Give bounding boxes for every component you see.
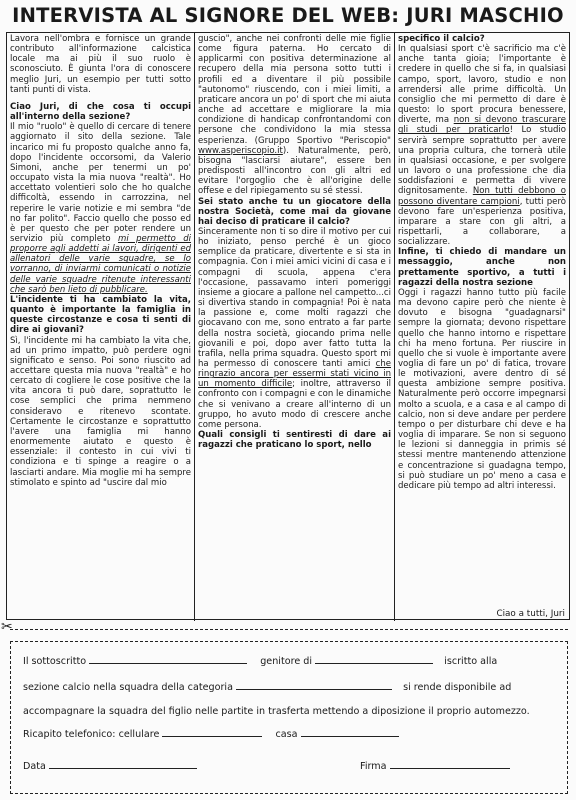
question-4-continued: specifico il calcio? bbox=[398, 34, 485, 44]
volunteer-form bbox=[10, 641, 568, 794]
mobile-phone-field[interactable] bbox=[162, 727, 262, 737]
intro-paragraph: Lavora nell'ombra e fornisce un grande contributo all'informazione calcistica locale ma ai più il suo ruolo è sconosciuto. È giunta l'ora di conoscere meglio Juri, un esempio per tutti sotto tanti punti di vista. bbox=[10, 34, 191, 95]
question-2: L'incidente ti ha cambiato la vita, quanto è importante la famiglia in queste circostanze e cosa ti senti di dire ai giovani? bbox=[10, 294, 191, 336]
question-3: Sei stato anche tu un giocatore della nostra Società, come mai da giovane hai deciso di praticare il calcio? bbox=[198, 196, 391, 227]
column-1 bbox=[7, 33, 195, 621]
answer-3: Sinceramente non ti so dire il motivo per cui ho iniziato, penso perché è un gioco semplice da praticare, divertente e si sta in compagnia. Con i miei amici vicini di casa e i compagni di scuola, appena c'era l'occasione, passavamo interi pomeriggi insieme a giocare a pallone nel campetto...ci si divertiva stando in compagnia! Poi è nata la passione e, come molti ragazzi che giocavano con me, sono entrato a far parte della nostra società, giocando prima nelle giovanili e poi, dopo aver fatto tutta la trafila, nella prima squadra. Questo sport mi ha permesso di conoscere tanti amici che ringrazio ancora per essermi stati vicino in un momento difficile; inoltre, attraverso il confronto con i compagni e con le dinamiche che si venivano a creare all'interno di un gruppo, ho avuto modo di crescere anche come persona. bbox=[198, 226, 391, 430]
answer-1: Il mio "ruolo" è quello di cercare di tenere aggiornato il sito della sezione. Tale incarico mi fu proposto qualche anno fa, dopo l'incidente occorsomi, da Valerio Simoni, anche per tenermi un po' occupato vista la mia nuova "realtà". Ho accettato volentieri solo che ho qualche difficoltà, essendo in carrozzina, nel reperire le varie notizie e mi sembra "de no far polito". Faccio quello che posso ed è per questo che per poter rendere un servizio più completo mi permetto di proporre agli addetti ai lavori, dirigenti ed allenatori delle varie squadre, se lo vorranno, di inviarmi comunicati o notizie delle varie squadre ritenute interessanti che sarò ben lieto di pubblicare. bbox=[10, 122, 191, 295]
name-field[interactable] bbox=[89, 654, 247, 664]
answer-2-continued: guscio", anche nei confronti delle mie figlie come figura paterna. Ho cercato di applicarmi con positiva determinazione al recupero della mia persona sotto tutti i profili ed a diventare il più possibile "autonomo" riuscendo, con i miei limiti, a praticare ancora un po' di sport che mi aiuta anche ad accettare e migliorare la mia condizione di handicap confrontandomi con persone che condividono la mia stessa esperienza. (Gruppo Sportivo "Periscopio" www.asperiscopio.it). Naturalmente, però, bisogna "lasciarsi aiutare", essere ben predisposti all'incontro con gli altri ed evitare l'orgoglio che è all'origine delle offese e del ripiegamento su sé stessi. bbox=[198, 34, 391, 197]
answer-2: Sì, l'incidente mi ha cambiato la vita che, ad un primo impatto, può perdere ogni significato e senso. Poi sono riuscito ad accettare questa mia nuova "realtà" e ho cercato di cogliere le cose positive che la vita ancora ti può dare, soprattutto le cose semplici che prima nemmeno consideravo e ritenevo scontate. Certamente le circostanze e soprattutto l'avere una famiglia mi hanno enormemente aiutato e questo è essenziale: il contesto in cui vivi ti condiziona e ti spinge a reagire o a lasciarti andare. Mia moglie mi ha sempre stimolato e spinto ad "uscire dal mio bbox=[10, 335, 191, 488]
page-title: INTERVISTA AL SIGNORE DEL WEB: JURI MASCHIO bbox=[12, 4, 564, 27]
form-row-1: Il sottoscritto genitore di iscritto alla bbox=[23, 656, 498, 667]
question-5: Infine, ti chiedo di mandare un messaggio, anche non prettamente sportivo, a tutti i ragazzi della nostra sezione bbox=[398, 247, 566, 288]
answer-4: In qualsiasi sport c'è sacrificio ma c'è anche tanta gioia; l'importante è credere in quello che si fa, in qualsiasi campo, sport, lavoro, studio e non arrendersi alle prime difficoltà. Un consiglio che mi permetto di dare è questo: lo sport procura benessere, diverte, ma non si devono trascurare gli studi per praticarlo! Lo studio servirà sempre soprattutto per avere una propria cultura, che tornerà utile in qualsiasi occasione, e per svolgere un lavoro o una professione che dia soddisfazioni e permetta di vivere dignitosamente. Non tutti debbono o possono diventare campioni, tutti però devono fare un'esperienza positiva, imparare a stare con gli altri, a rispettarli, a collaborare, a socializzare. bbox=[398, 44, 567, 248]
column-2 bbox=[195, 33, 395, 621]
signoff: Ciao a tutti, Juri bbox=[496, 608, 565, 619]
question-4: Quali consigli ti sentiresti di dare ai ragazzi che praticano lo sport, nello bbox=[198, 430, 391, 451]
answer-5: Oggi i ragazzi hanno tutto più facile ma devono capire però che niente è dovuto e bisogna "guadagnarsi" sempre la giornata; devono rispettare quello che hanno intorno e rispettare chi ha meno fortuna. Per riuscire in quello che si vuole è importante avere voglia di fare un po' di fatica, trovare le motivazioni, avere dentro di sé questa ambizione sempre positiva. Naturalmente però occorre impegnarsi molto a scuola, e a casa e al campo di calcio, non si deve andare per perdere tempo o per disturbare chi deve e ha voglia di imparare. Se non si seguono le lezioni si danneggia in primis sé stessi mentre mantenendo attenzione e concentrazione si guadagna tempo, si può studiare un po' meno a casa e dedicare più tempo ad altri interessi. bbox=[398, 287, 566, 491]
home-phone-field[interactable] bbox=[301, 727, 399, 737]
form-row-2: sezione calcio nella squadra della categoria si rende disponibile ad bbox=[23, 682, 512, 693]
category-field[interactable] bbox=[236, 680, 392, 690]
cut-line bbox=[10, 629, 568, 630]
column-3 bbox=[395, 33, 569, 621]
form-row-3: accompagnare la squadra del figlio nelle partite in trasferta mettendo a diposizione il proprio automezzo. bbox=[23, 706, 530, 717]
child-name-field[interactable] bbox=[315, 654, 433, 664]
website-link[interactable]: www.asperiscopio.it bbox=[198, 145, 283, 156]
date-field[interactable] bbox=[49, 759, 197, 769]
form-row-4: Ricapito telefonico: cellulare casa bbox=[23, 727, 559, 741]
scissors-icon: ✂ bbox=[1, 619, 13, 635]
form-row-5: Data Firma bbox=[23, 759, 559, 773]
signature-field[interactable] bbox=[390, 759, 510, 769]
question-1: Ciao Juri, di che cosa ti occupi all'interno della sezione? bbox=[10, 101, 191, 123]
article-columns bbox=[6, 32, 570, 620]
